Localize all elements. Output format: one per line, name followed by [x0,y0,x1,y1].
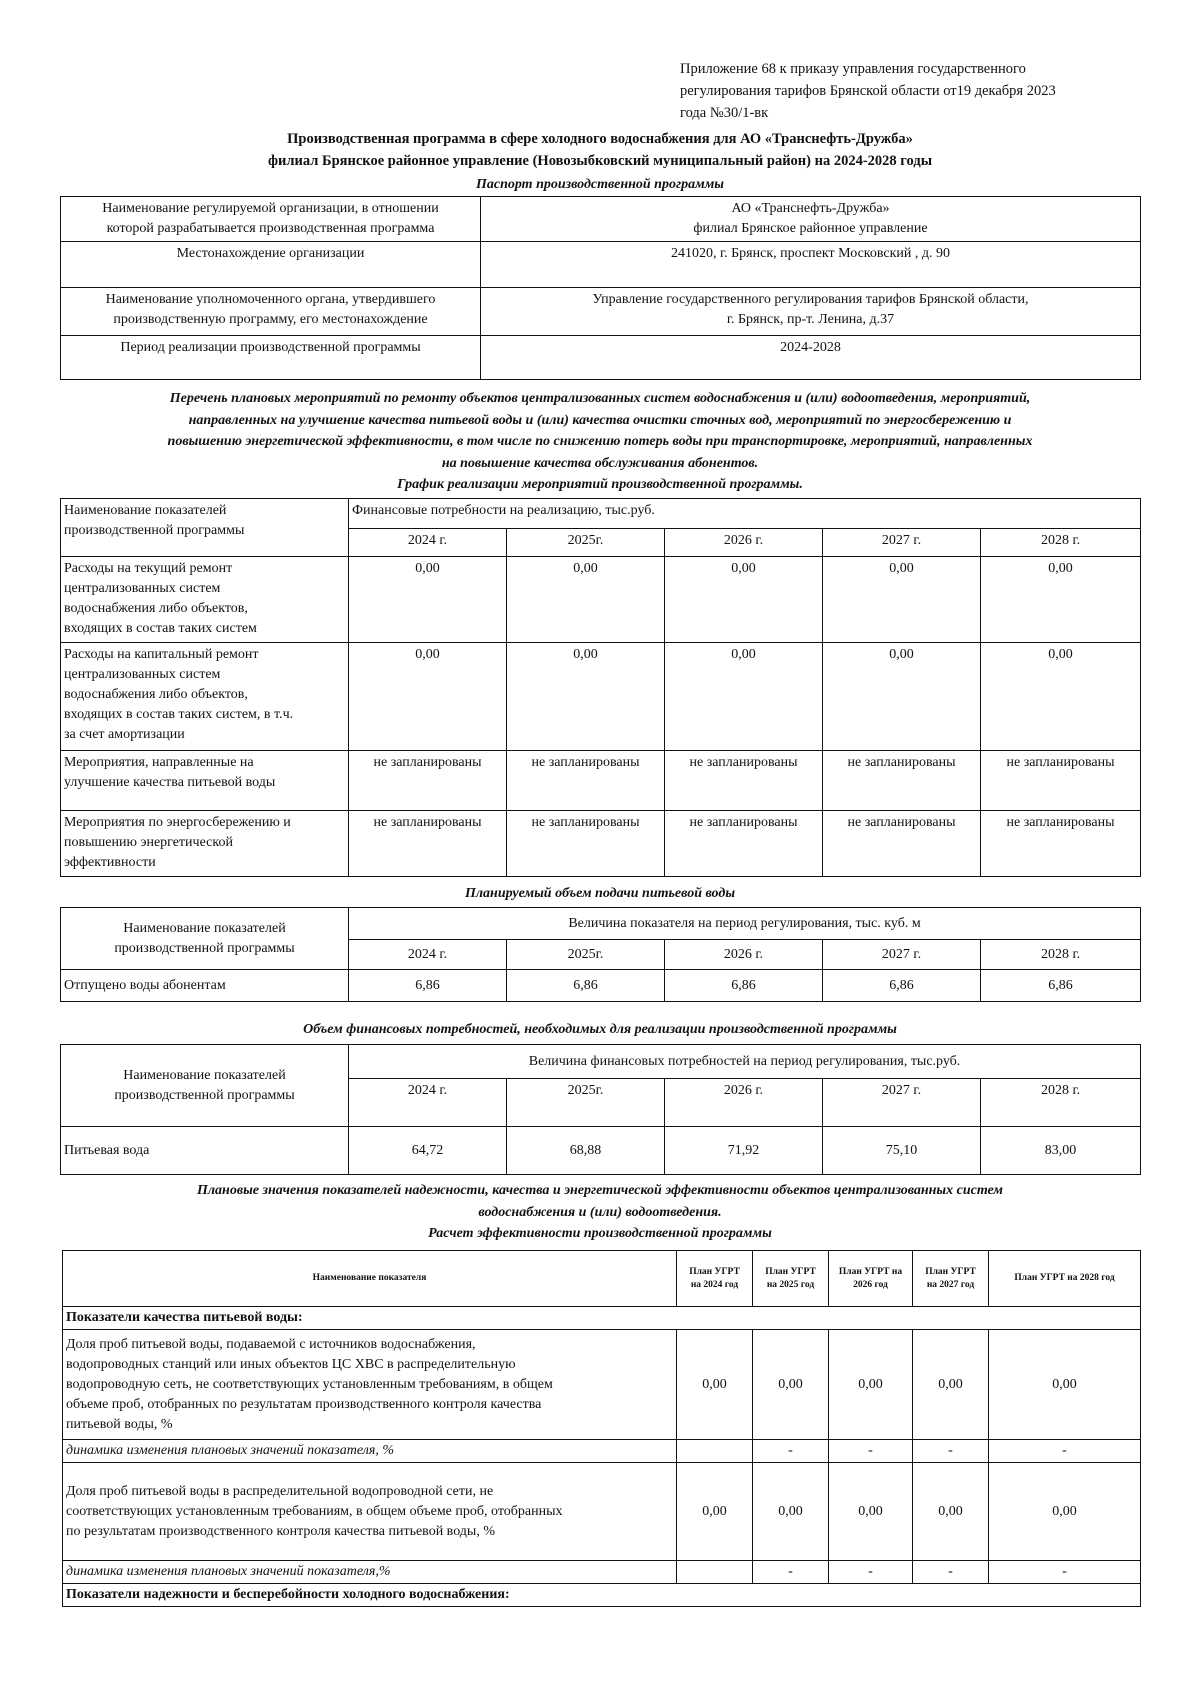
indicator-label: Доля проб питьевой воды, подаваемой с источников водоснабжения, водопроводных станций или иных объектов ЦС ХВС в распределительную водопроводную сеть, не соответствующих установленным требованиям, в общем объеме проб, отобранных по результатам производственного контроля качества питьевой воды, % [63,1330,677,1440]
year-header: 2025г. [507,1079,665,1127]
measures-table [60,498,1141,877]
value-cell: 0,00 [665,643,823,751]
plan-header: План УГРТ на 2028 год [989,1251,1141,1307]
value-cell: 6,86 [349,970,507,1002]
value-cell: - [989,1561,1141,1584]
indicator-label: Доля проб питьевой воды в распределительной водопроводной сети, не соответствующих установленным требованиям, в общем объеме проб, отобранных по результатам производственного контроля качества питьевой воды, % [63,1463,677,1561]
document-title [60,128,1140,172]
value-cell [677,1561,753,1584]
value-cell: 6,86 [981,970,1141,1002]
value-cell: не запланированы [823,811,981,877]
table-row [61,751,1141,811]
value-cell: 75,10 [823,1127,981,1175]
passport-row [61,197,1141,242]
value-cell: 64,72 [349,1127,507,1175]
column-header-name: Наименование показателя [63,1251,677,1307]
row-label: Мероприятия, направленные на улучшение качества питьевой воды [61,751,349,811]
volume-heading: Планируемый объем подачи питьевой воды [464,886,736,901]
value-cell: - [753,1440,829,1463]
value-cell: 0,00 [507,557,665,643]
passport-label: Период реализации производственной программы [61,336,481,380]
passport-row [61,288,1141,336]
year-header: 2026 г. [665,940,823,970]
year-header: 2028 г. [981,1079,1141,1127]
value-cell: не запланированы [665,751,823,811]
column-header-name: Наименование показателей производственной программы [61,908,349,970]
year-header: 2028 г. [981,529,1141,557]
table-row [61,811,1141,877]
year-header: 2026 г. [665,1079,823,1127]
value-cell: 0,00 [913,1330,989,1440]
value-cell: не запланированы [507,751,665,811]
value-cell: 0,00 [349,557,507,643]
passport-row [61,336,1141,380]
annex-line: Приложение 68 к приказу управления государственного [680,61,1026,77]
title-line: филиал Брянское районное управление (Новозыбковский муниципальный район) на 2024-2028 годы [267,153,933,169]
passport-value: АО «Транснефть-Дружба» филиал Брянское районное управление [481,197,1141,242]
value-cell: 0,00 [981,557,1141,643]
column-header-name: Наименование показателей производственной программы [61,1045,349,1127]
year-header: 2024 г. [349,529,507,557]
passport-label: Наименование уполномоченного органа, утвердившего производственную программу, его местонахождение [61,288,481,336]
value-cell: - [829,1440,913,1463]
year-header: 2025г. [507,529,665,557]
value-cell: не запланированы [823,751,981,811]
table-row [61,1127,1141,1175]
value-cell: - [913,1561,989,1584]
year-header: 2025г. [507,940,665,970]
column-header-name: Наименование показателей производственной программы [61,499,349,557]
passport-heading: Паспорт производственной программы [475,177,725,192]
plan-header: План УГРТ на 2025 год [753,1251,829,1307]
value-cell: 0,00 [823,643,981,751]
measures-heading: Перечень плановых мероприятий по ремонту объектов централизованных систем водоснабжения и (или) водоотведения, мероприятий, направленных на улучшение качества питьевой воды и (или) качества очистки сточных вод, мероприятий по энергосбережению и повышению энергетической эффективности, в том числе по снижению потерь воды при транспортировке, мероприятий, направленных на повышение качества обслуживания абонентов. [167,391,1033,471]
dynamics-label: динамика изменения плановых значений показателя, % [63,1440,677,1463]
value-cell: 6,86 [665,970,823,1002]
year-header: 2028 г. [981,940,1141,970]
value-cell: - [989,1440,1141,1463]
value-cell: 68,88 [507,1127,665,1175]
value-cell: - [829,1561,913,1584]
year-header: 2024 г. [349,940,507,970]
value-cell: не запланированы [665,811,823,877]
title-line: Производственная программа в сфере холодного водоснабжения для АО «Транснефть-Дружба» [287,131,913,147]
year-header: 2027 г. [823,529,981,557]
column-group-header: Величина показателя на период регулирования, тыс. куб. м [349,908,1141,940]
finance-table [60,1044,1141,1175]
annex-note [680,58,1150,124]
passport-value: 2024-2028 [481,336,1141,380]
passport-label: Местонахождение организации [61,242,481,288]
value-cell: 0,00 [753,1463,829,1561]
value-cell: 83,00 [981,1127,1141,1175]
plan-header: План УГРТ на 2024 год [677,1251,753,1307]
annex-line: регулирования тарифов Брянской области от19 декабря 2023 [680,83,1056,99]
value-cell: 0,00 [829,1463,913,1561]
value-cell: 0,00 [753,1330,829,1440]
volume-table [60,907,1141,1002]
year-header: 2026 г. [665,529,823,557]
value-cell: 0,00 [677,1330,753,1440]
finance-heading: Объем финансовых потребностей, необходимых для реализации производственной программы [303,1022,897,1037]
value-cell: 0,00 [981,643,1141,751]
plan-header: План УГРТ на 2027 год [913,1251,989,1307]
value-cell: 0,00 [349,643,507,751]
section-title: Показатели надежности и бесперебойности холодного водоснабжения: [63,1584,1141,1607]
value-cell: - [913,1440,989,1463]
row-label: Мероприятия по энергосбережению и повышению энергетической эффективности [61,811,349,877]
value-cell: 0,00 [989,1330,1141,1440]
passport-value: 241020, г. Брянск, проспект Московский , д. 90 [481,242,1141,288]
row-label: Питьевая вода [61,1127,349,1175]
section-title: Показатели качества питьевой воды: [63,1307,1141,1330]
value-cell: 0,00 [829,1330,913,1440]
value-cell: не запланированы [981,751,1141,811]
value-cell: 0,00 [677,1463,753,1561]
annex-line: года №30/1-вк [680,105,769,121]
value-cell: 6,86 [823,970,981,1002]
year-header: 2027 г. [823,940,981,970]
table-row [61,557,1141,643]
table-row [63,1330,1141,1440]
table-row [63,1561,1141,1584]
year-header: 2027 г. [823,1079,981,1127]
table-row [61,970,1141,1002]
efficiency-table [62,1250,1141,1607]
year-header: 2024 г. [349,1079,507,1127]
table-row [61,643,1141,751]
value-cell: не запланированы [349,751,507,811]
passport-row [61,242,1141,288]
row-label: Отпущено воды абонентам [61,970,349,1002]
value-cell: 71,92 [665,1127,823,1175]
column-group-header: Величина финансовых потребностей на период регулирования, тыс.руб. [349,1045,1141,1079]
column-group-header: Финансовые потребности на реализацию, тыс.руб. [349,499,1141,529]
value-cell: 6,86 [507,970,665,1002]
value-cell: 0,00 [507,643,665,751]
row-label: Расходы на текущий ремонт централизованных систем водоснабжения либо объектов, входящих в состав таких систем [61,557,349,643]
plan-header: План УГРТ на 2026 год [829,1251,913,1307]
passport-value: Управление государственного регулирования тарифов Брянской области, г. Брянск, пр-т. Ленина, д.37 [481,288,1141,336]
value-cell: 0,00 [823,557,981,643]
dynamics-label: динамика изменения плановых значений показателя,% [63,1561,677,1584]
value-cell [677,1440,753,1463]
table-row [63,1463,1141,1561]
passport-table [60,196,1141,380]
table-row [63,1440,1141,1463]
schedule-heading: График реализации мероприятий производственной программы. [397,477,803,492]
value-cell: 0,00 [665,557,823,643]
value-cell: 0,00 [913,1463,989,1561]
row-label: Расходы на капитальный ремонт централизованных систем водоснабжения либо объектов, входящих в состав таких систем, в т.ч. за счет амортизации [61,643,349,751]
value-cell: 0,00 [989,1463,1141,1561]
value-cell: - [753,1561,829,1584]
value-cell: не запланированы [507,811,665,877]
value-cell: не запланированы [349,811,507,877]
efficiency-heading: Плановые значения показателей надежности, качества и энергетической эффективности объектов централизованных систем водоснабжения и (или) водоотведения. Расчет эффективности производственной программы [196,1183,1004,1241]
passport-label: Наименование регулируемой организации, в отношении которой разрабатывается производственная программа [61,197,481,242]
value-cell: не запланированы [981,811,1141,877]
